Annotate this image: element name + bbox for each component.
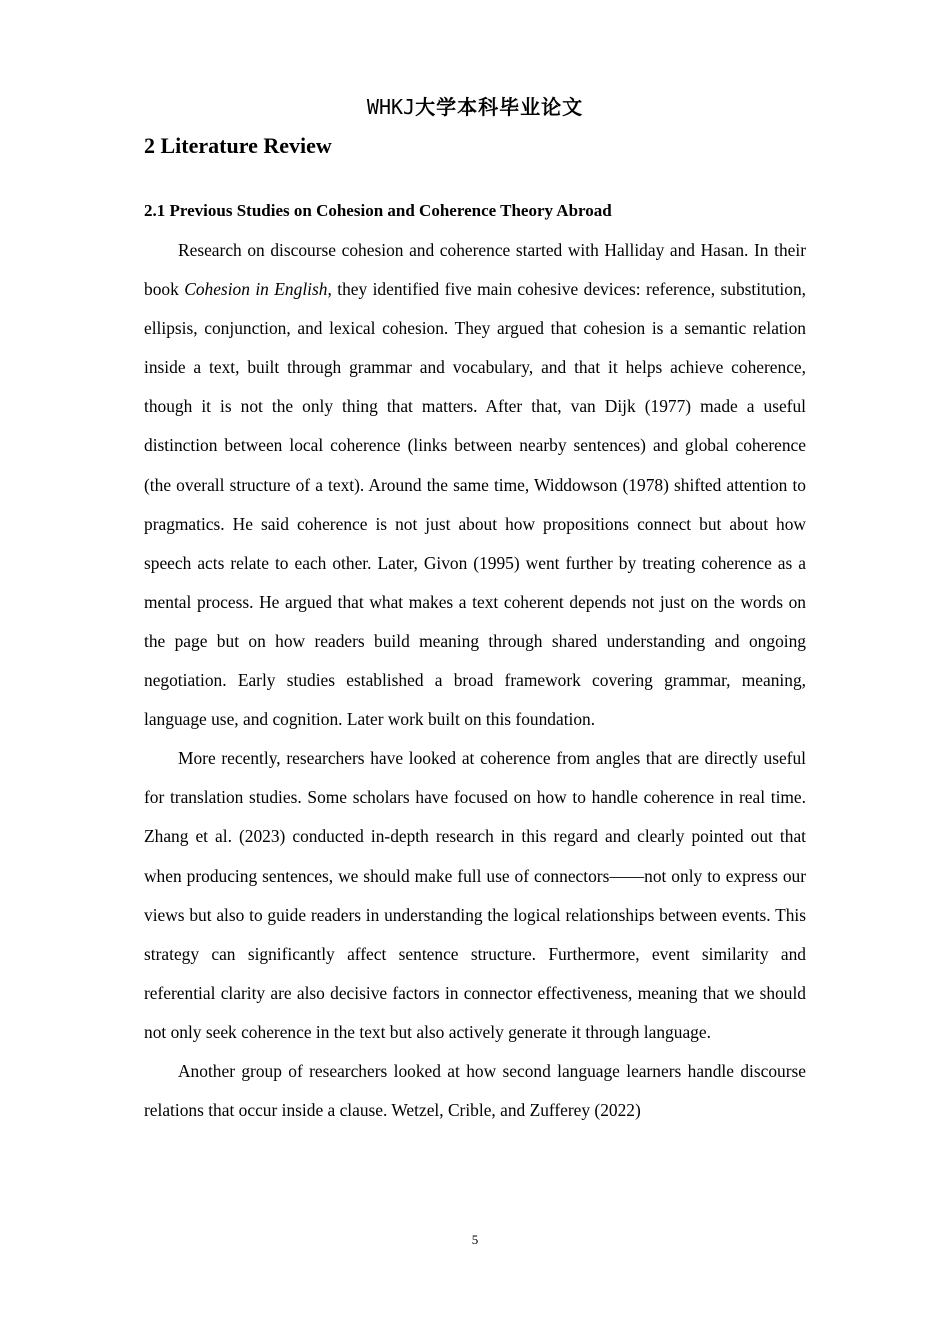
body-text [144,231,806,1130]
page-number: 5 [471,1232,479,1247]
header-institution-code: WHKJ [366,95,416,119]
header-thesis-label: 大学本科毕业论文 [415,95,584,119]
paragraph-2: More recently, researchers have looked at coherence from angles that are directly useful for translation studies. Some scholars have focused on how to handle coherence in real time. Zhang et al. (2023) conducted in-depth research in this regard and clearly pointed out that when producing sentences, we should make full use of connectors——not only to express our views but also to guide readers in understanding the logical relationships between events. This strategy can significantly affect sentence structure. Furthermore, event similarity and referential clarity are also decisive factors in connector effectiveness, meaning that we should not only seek coherence in the text but also actively generate it through language. [144,748,806,1042]
book-title: Cohesion in English [184,279,328,300]
paragraph-1-text-a: Research on discourse cohesion and coherence started with Halliday and Hasan. In their book [144,240,806,300]
running-header [0,94,950,120]
paragraph-1 [144,231,806,739]
paragraph-3: Another group of researchers looked at how second language learners handle discourse relations that occur inside a clause. Wetzel, Crible, and Zufferey (2022) [144,1060,806,1121]
chapter-title: 2 Literature Review [144,133,332,158]
section-title: 2.1 Previous Studies on Cohesion and Coherence Theory Abroad [144,201,612,220]
paragraph-1-text-b: , they identified five main cohesive devices: reference, substitution, ellipsis, conjunction, and lexical cohesion. They argued that cohesion is a semantic relation inside a text, built through grammar and vocabulary, and that it helps achieve coherence, though it is not the only thing that matters. After that, van Dijk (1977) made a useful distinction between local coherence (links between nearby sentences) and global coherence (the overall structure of a text). Around the same time, Widdowson (1978) shifted attention to pragmatics. He said coherence is not just about how propositions connect but about how speech acts relate to each other. Later, Givon (1995) went further by treating coherence as a mental process. He argued that what makes a text coherent depends not just on the words on the page but on how readers build meaning through shared understanding and ongoing negotiation. Early studies established a broad framework covering grammar, meaning, language use, and cognition. Later work built on this foundation. [144,279,806,730]
